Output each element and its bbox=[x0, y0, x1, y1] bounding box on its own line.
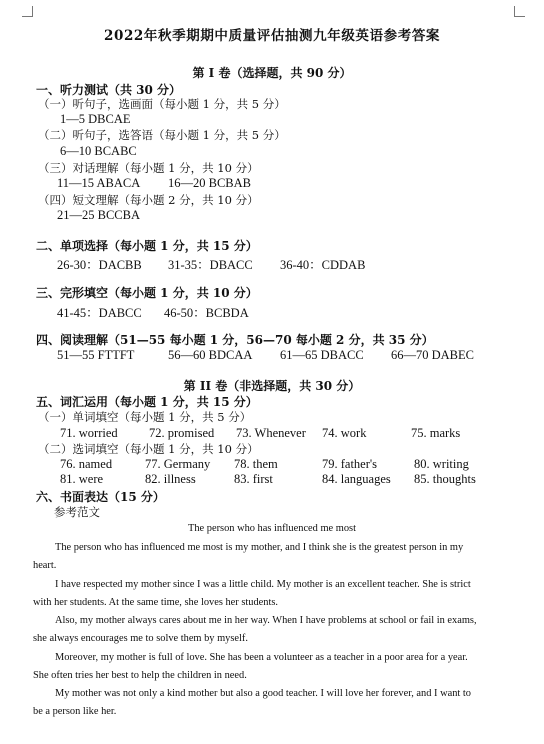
answer-66-70: 66—70 DABEC bbox=[391, 348, 474, 362]
answer-73: 73. Whenever bbox=[236, 426, 306, 440]
answer-36-40: 36-40：CDDAB bbox=[280, 258, 366, 272]
answer-56-60: 56—60 BDCAA bbox=[168, 348, 253, 362]
answer-75: 75. marks bbox=[411, 426, 461, 440]
answer-41-45: 41-45：DABCC bbox=[57, 306, 142, 320]
section1-part4-label: （四）短文理解（每小题 2 分，共 10 分） bbox=[38, 193, 259, 207]
reference-label: 参考范文 bbox=[54, 505, 100, 519]
answer-1-5: 1—5 DBCAE bbox=[60, 112, 131, 126]
answer-51-55: 51—55 FTTFT bbox=[57, 348, 135, 362]
section1-part2-label: （二）听句子，选答语（每小题 1 分，共 5 分） bbox=[38, 128, 286, 142]
answer-72: 72. promised bbox=[149, 426, 215, 440]
crop-mark-top-left bbox=[22, 6, 33, 17]
section1-heading: 一、听力测试（共 30 分） bbox=[36, 83, 182, 97]
section5-heading: 五、词汇运用（每小题 1 分，共 15 分） bbox=[36, 395, 258, 409]
answer-83: 83. first bbox=[234, 472, 273, 486]
page-title: 2022年秋季期期中质量评估抽测九年级英语参考答案 bbox=[103, 28, 441, 44]
answer-74: 74. work bbox=[322, 426, 367, 440]
answer-85: 85. thoughts bbox=[414, 472, 476, 486]
essay-line-5: Also, my mother always cares about me in her way. When I have problems at school or fail in exams, bbox=[55, 615, 477, 626]
answer-81: 81. were bbox=[60, 472, 104, 486]
answer-61-65: 61—65 DBACC bbox=[280, 348, 364, 362]
section4-heading: 四、阅读理解（51—55 每小题 1 分，56—70 每小题 2 分，共 35 分） bbox=[36, 333, 434, 347]
section6-heading: 六、书面表达（15 分） bbox=[36, 490, 165, 504]
answer-21-25: 21—25 BCCBA bbox=[57, 208, 141, 222]
answer-76: 76. named bbox=[60, 457, 113, 471]
answer-31-35: 31-35：DBACC bbox=[168, 258, 253, 272]
answer-71: 71. worried bbox=[60, 426, 118, 440]
answer-26-30: 26-30：DACBB bbox=[57, 258, 142, 272]
answer-84: 84. languages bbox=[322, 472, 391, 486]
essay-line-1: The person who has influenced me most is my mother, and I think she is the greatest person in my bbox=[55, 542, 464, 553]
essay-line-2: heart. bbox=[33, 560, 57, 571]
essay-line-4: with her students. At the same time, she loves her students. bbox=[33, 597, 279, 608]
essay-title: The person who has influenced me most bbox=[188, 523, 356, 534]
answer-78: 78. them bbox=[234, 457, 278, 471]
answer-11-15: 11—15 ABACA bbox=[57, 176, 141, 190]
essay-line-7: Moreover, my mother is full of love. She has been a volunteer as a teacher in a poor area for a year. bbox=[55, 652, 468, 663]
section3-heading: 三、完形填空（每小题 1 分，共 10 分） bbox=[36, 286, 258, 300]
answer-80: 80. writing bbox=[414, 457, 469, 471]
answer-6-10: 6—10 BCABC bbox=[60, 144, 137, 158]
answer-79: 79. father's bbox=[322, 457, 378, 471]
section1-part1-label: （一）听句子，选画面（每小题 1 分，共 5 分） bbox=[38, 97, 286, 111]
section5-part1-label: （一）单词填空（每小题 1 分，共 5 分） bbox=[38, 410, 252, 424]
section1-part3-label: （三）对话理解（每小题 1 分，共 10 分） bbox=[38, 161, 259, 175]
essay-line-8: She often tries her best to help the children in need. bbox=[33, 670, 247, 681]
answer-16-20: 16—20 BCBAB bbox=[168, 176, 252, 190]
crop-mark-top-right bbox=[514, 6, 525, 17]
part1-heading: 第 I 卷（选择题，共 90 分） bbox=[192, 66, 352, 80]
essay-line-3: I have respected my mother since I was a little child. My mother is an excellent teacher. She is strict bbox=[55, 579, 471, 590]
essay-line-6: she always encourages me to solve them by myself. bbox=[33, 633, 248, 644]
essay-line-10: be a person like her. bbox=[33, 706, 117, 717]
section5-part2-label: （二）选词填空（每小题 1 分，共 10 分） bbox=[38, 442, 259, 456]
part2-heading: 第 II 卷（非选择题，共 30 分） bbox=[183, 379, 361, 393]
answer-46-50: 46-50：BCBDA bbox=[164, 306, 249, 320]
essay-line-9: My mother was not only a kind mother but also a good teacher. I will love her forever, and I want to bbox=[55, 688, 471, 699]
section2-heading: 二、单项选择（每小题 1 分，共 15 分） bbox=[36, 239, 258, 253]
answer-82: 82. illness bbox=[145, 472, 196, 486]
answer-77: 77. Germany bbox=[145, 457, 211, 471]
